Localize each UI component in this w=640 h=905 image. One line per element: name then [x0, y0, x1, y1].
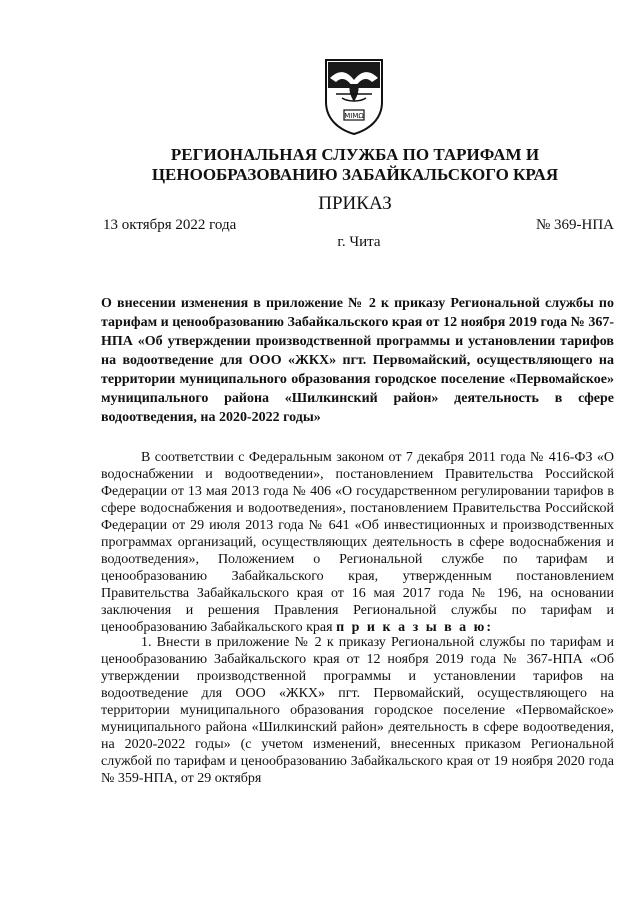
- emblem-motto: ΜΙΜΩ: [344, 112, 364, 120]
- order-date: 13 октября 2022 года: [103, 217, 237, 233]
- preamble-paragraph: [101, 449, 614, 636]
- preamble-text: В соответствии с Федеральным законом от 7 декабря 2011 года № 416-ФЗ «О водоснабжении и водоотведении», постановлением Правительства Российской Федерации от 13 мая 2013 года № 406 «О государственном регулировании тарифов в сфере водоснабжения и водоотведения», постановлением Правительства Российской Федерации от 29 июля 2013 года № 641 «Об инвестиционных и производственных программах организаций, осуществляющих деятельность в сфере водоснабжения и водоотведения», Положением о Региональной службе по тарифам и ценообразованию Забайкальского края, утвержденным постановлением Правительства Забайкальского края от 16 мая 2017 года № 196, на основании заключения и решения Правления Региональной службы по тарифам и ценообразованию Забайкальского края: [101, 450, 614, 635]
- coat-of-arms-icon: [322, 58, 386, 136]
- organization-name: РЕГИОНАЛЬНАЯ СЛУЖБА ПО ТАРИФАМ И ЦЕНООБРАЗОВАНИЮ ЗАБАЙКАЛЬСКОГО КРАЯ: [151, 145, 559, 184]
- order-city: г. Чита: [337, 234, 381, 250]
- order-subject: О внесении изменения в приложение № 2 к приказу Региональной службы по тарифам и ценообразованию Забайкальского края от 12 ноября 2019 года № 367-НПА «Об утверждении производственной программы и установлении тарифов на водоотведение для ООО «ЖКХ» пгт. Первомайский, осуществляющего на территории муниципального образования городское поселение «Первомайское» муниципального района «Шилкинский район» деятельность в сфере водоотведения, на 2020-2022 годы»: [101, 296, 614, 425]
- item-1-paragraph: 1. Внести в приложение № 2 к приказу Региональной службы по тарифам и ценообразованию Забайкальского края от 12 ноября 2019 года № 367-НПА «Об утверждении производственной программы и установлении тарифов на водоотведение для ООО «ЖКХ» пгт. Первомайский, осуществляющего на территории муниципального образования городское поселение «Первомайское» муниципального района «Шилкинский район» деятельность в сфере водоотведения, на 2020-2022 годы» (с учетом изменений, внесенных приказом Региональной службой по тарифам и ценообразованию Забайкальского края от 19 ноября 2020 года № 359-НПА, от 29 октября: [101, 635, 614, 786]
- command-word: п р и к а з ы в а ю:: [336, 620, 494, 635]
- order-number: № 369-НПА: [535, 217, 614, 233]
- document-title: ПРИКАЗ: [318, 193, 392, 214]
